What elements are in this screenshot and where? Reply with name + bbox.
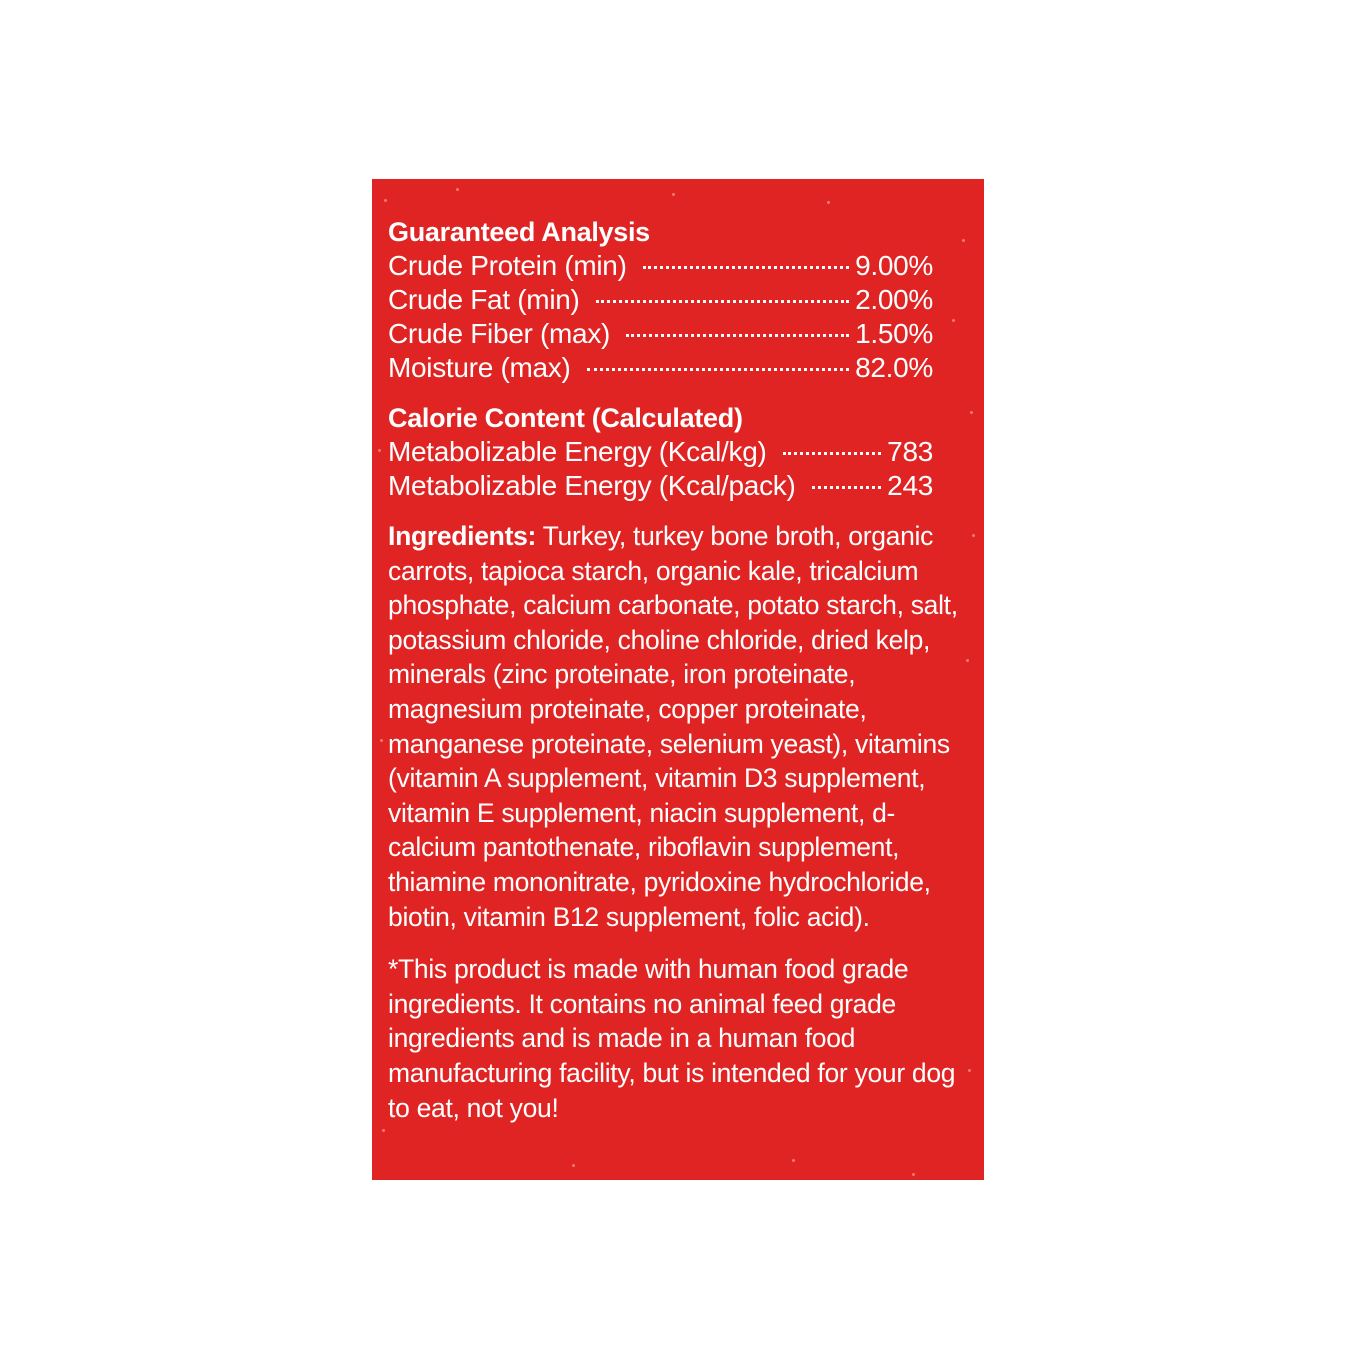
speckle: [672, 193, 675, 196]
calorie-row-kcal-kg: [388, 435, 933, 469]
calorie-content-table: [388, 435, 968, 503]
section-spacer: [388, 385, 968, 401]
speckle: [912, 1173, 915, 1176]
speckle: [378, 449, 381, 452]
speckle: [827, 201, 830, 204]
label-content: [388, 215, 968, 1125]
analysis-row-name: Crude Protein (min): [388, 250, 627, 281]
speckle: [572, 1164, 575, 1167]
disclaimer-paragraph: *This product is made with human food grade ingredients. It contains no animal feed grade ingredients and is made in a human food manufacturing facility, but is intended for your dog to eat, not you!: [388, 954, 956, 1123]
calorie-row-name: Metabolizable Energy (Kcal/kg): [388, 436, 767, 467]
ingredients-text: Turkey, turkey bone broth, organic carrots, tapioca starch, organic kale, tricalcium phosphate, calcium carbonate, potato starch, salt, potassium chloride, choline chloride, dried kelp, minerals (zinc proteinate, iron proteinate, magnesium proteinate, copper proteinate, manganese proteinate, selenium yeast), vitamins (vitamin A supplement, vitamin D3 supplement, vitamin E supplement, niacin supplement, d-calcium pantothenate, riboflavin supplement, thiamine mononitrate, pyridoxine hydrochloride, biotin, vitamin B12 supplement, folic acid).: [388, 521, 958, 932]
speckle: [382, 1129, 385, 1132]
calorie-content-title: Calorie Content (Calculated): [388, 403, 743, 433]
ingredients-label: Ingredients:: [388, 521, 537, 551]
ingredients-paragraph: [388, 519, 968, 934]
speckle: [972, 534, 975, 537]
dot-leader: [596, 300, 850, 303]
calorie-row-name: Metabolizable Energy (Kcal/pack): [388, 470, 796, 501]
dot-leader: [587, 368, 850, 371]
analysis-row-value: 82.0%: [855, 352, 933, 383]
analysis-row-value: 1.50%: [855, 318, 933, 349]
analysis-row-moisture: [388, 351, 933, 385]
analysis-row-value: 2.00%: [855, 284, 933, 315]
calorie-row-kcal-pack: [388, 469, 933, 503]
speckle: [384, 199, 387, 202]
analysis-row-name: Crude Fiber (max): [388, 318, 611, 349]
guaranteed-analysis-table: [388, 249, 968, 385]
section-spacer: [388, 503, 968, 519]
calorie-row-value: 783: [887, 436, 933, 467]
guaranteed-analysis-title: Guaranteed Analysis: [388, 217, 650, 247]
analysis-row-value: 9.00%: [855, 250, 933, 281]
dot-leader: [783, 452, 882, 455]
nutrition-label-panel: [372, 179, 984, 1180]
dot-leader: [643, 266, 849, 269]
analysis-row-crude-fat: [388, 283, 933, 317]
speckle: [380, 739, 383, 742]
dot-leader: [812, 486, 882, 489]
speckle: [970, 411, 973, 414]
analysis-row-crude-protein: [388, 249, 933, 283]
dot-leader: [626, 334, 849, 337]
analysis-row-name: Crude Fat (min): [388, 284, 580, 315]
speckle: [968, 1069, 971, 1072]
calorie-row-value: 243: [887, 470, 933, 501]
analysis-row-name: Moisture (max): [388, 352, 571, 383]
speckle: [456, 188, 459, 191]
speckle: [792, 1159, 795, 1162]
analysis-row-crude-fiber: [388, 317, 933, 351]
